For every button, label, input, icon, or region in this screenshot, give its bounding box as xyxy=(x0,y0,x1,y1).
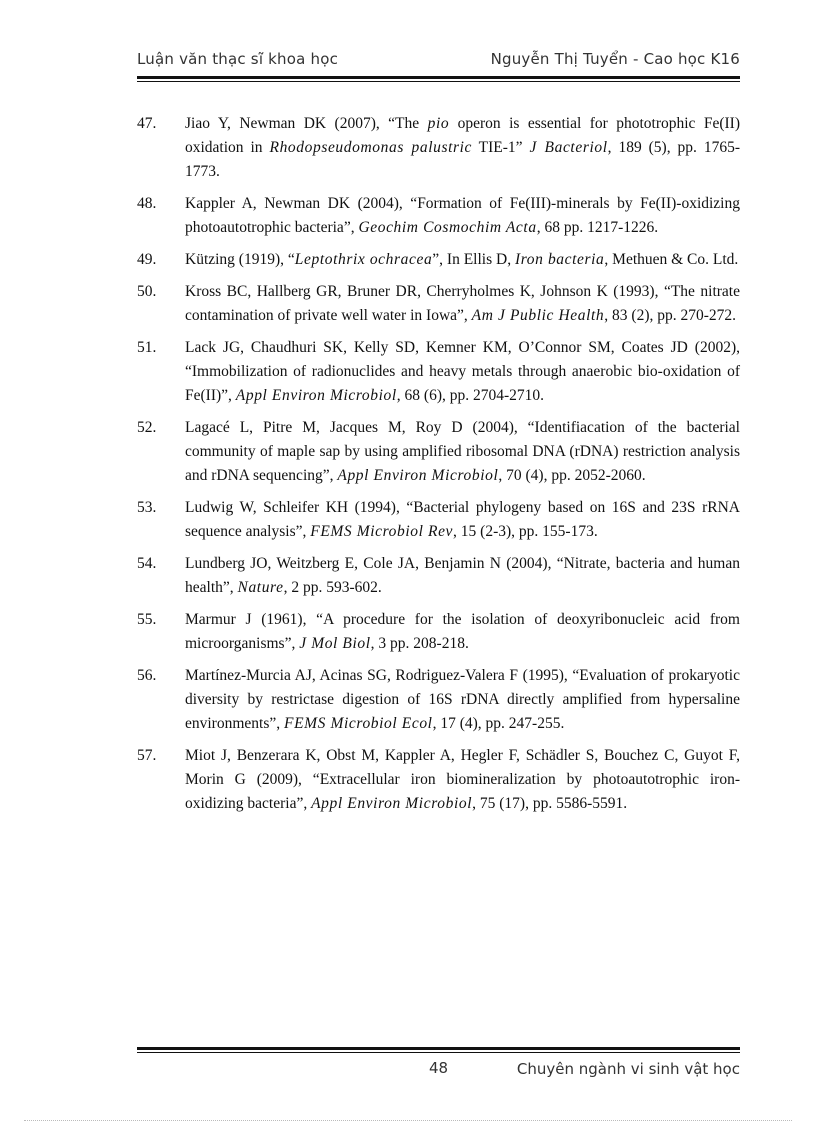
reference-text-segment: , 75 (17), pp. 5586-5591. xyxy=(472,795,628,812)
reference-item xyxy=(137,416,740,488)
reference-text-segment: Kross BC, Hallberg GR, Bruner DR, Cherryholmes K, Johnson K (1993), “The nitrate contamination of private well water in Iowa”, xyxy=(185,283,740,324)
reference-text xyxy=(185,608,740,656)
page-footer xyxy=(137,1058,740,1082)
reference-text-segment: Kappler A, Newman DK (2004), “Formation of Fe(III)-minerals by Fe(II)-oxidizing photoautotrophic bacteria”, xyxy=(185,195,740,236)
reference-item xyxy=(137,744,740,816)
reference-text xyxy=(185,248,740,272)
reference-number: 56. xyxy=(137,667,157,684)
reference-text-segment: Lack JG, Chaudhuri SK, Kelly SD, Kemner KM, O’Connor SM, Coates JD (2002), “Immobilization of radionuclides and heavy metals through anaerobic bio-oxidation of Fe(II)”, xyxy=(185,339,740,404)
reference-list xyxy=(137,112,740,824)
reference-text-segment: Lagacé L, Pitre M, Jacques M, Roy D (2004), “Identifiacation of the bacterial community of maple sap by using amplified ribosomal DNA (rDNA) restriction analysis and rDNA sequencing”, xyxy=(185,419,740,484)
reference-text-segment: Lundberg JO, Weitzberg E, Cole JA, Benjamin N (2004), “Nitrate, bacteria and human health”, xyxy=(185,555,740,596)
reference-text-segment: Miot J, Benzerara K, Obst M, Kappler A, Hegler F, Schädler S, Bouchez C, Guyot F, Morin G (2009), “Extracellular iron biomineralization by photoautotrophic iron-oxidizing bacteria”, xyxy=(185,747,740,812)
reference-text xyxy=(185,552,740,600)
reference-number: 52. xyxy=(137,419,157,436)
reference-text-segment: , 15 (2-3), pp. 155-173. xyxy=(453,523,598,540)
reference-text-segment: Ludwig W, Schleifer KH (1994), “Bacterial phylogeny based on 16S and 23S rRNA sequence analysis”, xyxy=(185,499,740,540)
reference-italic-segment: Geochim Cosmochim Acta xyxy=(358,219,537,236)
page-header xyxy=(137,48,740,74)
reference-item xyxy=(137,336,740,408)
reference-item xyxy=(137,280,740,328)
reference-number: 54. xyxy=(137,555,157,572)
reference-item xyxy=(137,112,740,184)
reference-text-segment: , 70 (4), pp. 2052-2060. xyxy=(498,467,646,484)
reference-text-segment: , 68 (6), pp. 2704-2710. xyxy=(396,387,545,404)
reference-text xyxy=(185,496,740,544)
reference-text xyxy=(185,664,740,736)
page-number: 48 xyxy=(429,1059,449,1077)
reference-text-segment: , 189 (5), pp. 1765-1773. xyxy=(185,139,740,180)
reference-number: 50. xyxy=(137,283,157,300)
reference-italic-segment: FEMS Microbiol Ecol xyxy=(284,715,433,732)
reference-italic-segment: Am J Public Health xyxy=(471,307,605,324)
reference-italic-segment: Iron bacteria xyxy=(514,251,605,268)
reference-item xyxy=(137,552,740,600)
reference-text xyxy=(185,280,740,328)
reference-italic-segment: Appl Environ Microbiol xyxy=(235,387,397,404)
reference-item xyxy=(137,664,740,736)
reference-number: 48. xyxy=(137,195,157,212)
reference-text-segment: , Methuen & Co. Ltd. xyxy=(604,251,739,268)
reference-text xyxy=(185,744,740,816)
reference-italic-segment: J Bacteriol xyxy=(529,139,608,156)
reference-text-segment: , 68 pp. 1217-1226. xyxy=(536,219,659,236)
reference-number: 51. xyxy=(137,339,157,356)
reference-text-segment: , 83 (2), pp. 270-272. xyxy=(604,307,737,324)
reference-number: 57. xyxy=(137,747,157,764)
reference-text-segment: operon is essential for phototrophic Fe(II) oxidation in xyxy=(185,115,740,156)
reference-number: 55. xyxy=(137,611,157,628)
reference-text-segment: Jiao Y, Newman DK (2007), “The xyxy=(185,115,428,132)
reference-italic-segment: Nature xyxy=(237,579,284,596)
reference-text-segment: Kützing (1919), “ xyxy=(185,251,295,268)
reference-text xyxy=(185,336,740,408)
reference-text-segment: , 17 (4), pp. 247-255. xyxy=(432,715,565,732)
reference-italic-segment: FEMS Microbiol Rev xyxy=(310,523,454,540)
reference-text-segment: Marmur J (1961), “A procedure for the isolation of deoxyribonucleic acid from microorganisms”, xyxy=(185,611,740,652)
reference-text-segment: , 3 pp. 208-218. xyxy=(370,635,469,652)
reference-number: 49. xyxy=(137,251,157,268)
reference-text xyxy=(185,112,740,184)
reference-text-segment: Martínez-Murcia AJ, Acinas SG, Rodriguez-Valera F (1995), “Evaluation of prokaryotic diversity by restrictase digestion of 16S rDNA directly amplified from hypersaline environments”, xyxy=(185,667,740,732)
reference-italic-segment: J Mol Biol xyxy=(299,635,371,652)
reference-italic-segment: Appl Environ Microbiol xyxy=(337,467,499,484)
header-thesis-title: Luận văn thạc sĩ khoa học xyxy=(137,50,339,68)
reference-text-segment: ”, In Ellis D, xyxy=(432,251,515,268)
reference-italic-segment: Leptothrix ochracea xyxy=(294,251,433,268)
reference-item xyxy=(137,496,740,544)
reference-text xyxy=(185,192,740,240)
footer-department: Chuyên ngành vi sinh vật học xyxy=(516,1060,740,1078)
reference-item xyxy=(137,192,740,240)
reference-text-segment: TIE-1” xyxy=(472,139,530,156)
reference-item xyxy=(137,608,740,656)
header-divider xyxy=(137,76,740,82)
reference-number: 53. xyxy=(137,499,157,516)
reference-text xyxy=(185,416,740,488)
reference-number: 47. xyxy=(137,115,157,132)
reference-italic-segment: Rhodopseudomonas palustric xyxy=(269,139,473,156)
reference-italic-segment: pio xyxy=(427,115,450,132)
footer-divider xyxy=(137,1047,740,1053)
header-author: Nguyễn Thị Tuyển - Cao học K16 xyxy=(490,50,740,68)
page-edge-dotted-line xyxy=(24,1120,792,1121)
reference-item xyxy=(137,248,740,272)
reference-italic-segment: Appl Environ Microbiol xyxy=(311,795,473,812)
reference-text-segment: , 2 pp. 593-602. xyxy=(283,579,382,596)
